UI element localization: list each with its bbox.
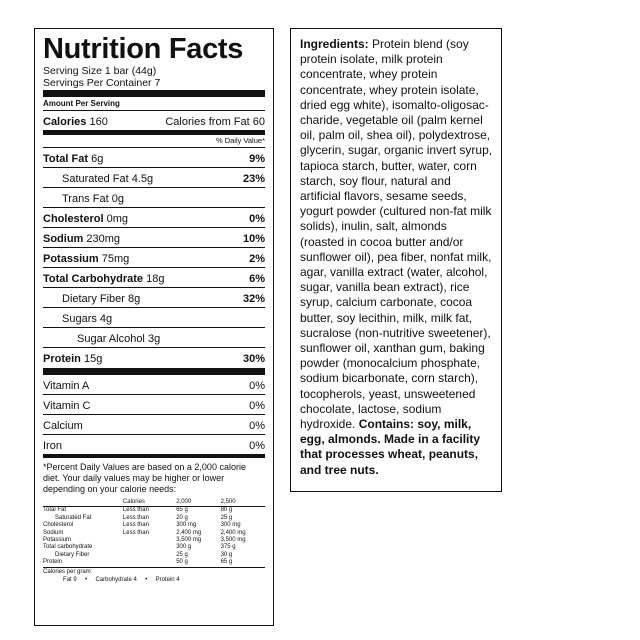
reference-row [43, 544, 265, 551]
calories-from-fat: Calories from Fat 60 [165, 116, 265, 128]
reference-row [43, 552, 265, 559]
nutrient-row-sugars [43, 307, 265, 327]
nutrient-label: Potassium [43, 253, 99, 265]
reference-cell: 25 g [220, 514, 233, 521]
reference-cell [43, 499, 123, 507]
ingredients-text: Protein blend (soy protein isolate, milk protein concentrate, whey protein concentrate, whey protein isolate, dried egg white), isomalto-oligosac-charide, vegetable oil (palm kernel oil, palm oil, shea oil), polydextrose, glycerin, sugar, organic invert syrup, tapioca starch, butter, water, corn starch, soy flour, natural and artificial flavors, sesame seeds, yogurt powder (cultured non-fat milk solids), inulin, salt, almonds (roasted in cocoa butter and/or sunflower oil), pea fiber, nonfat milk, agar, vanilla extract (water, alcohol, sugar, vanilla bean extract), rice syrup, calcium carbonate, cocoa butter, soy lecithin, milk, milk fat, sucralose (non-nutritive sweetener), sunflower oil, xanthan gum, baking powder (monocalcium phosphate, sodium bicarbonate, corn starch), tocopherols, yeast, unsweetened chocolate, lactose, sodium hydroxide. [300, 37, 493, 432]
reference-cell: 3,500 mg [176, 537, 202, 544]
vitamin-row-iron [43, 434, 265, 454]
nutrient-amount: 8g [128, 293, 141, 305]
vitamin-dv: 0% [249, 400, 265, 412]
nutrient-label: Sodium [43, 233, 84, 245]
reference-cell: 2,500 [220, 499, 236, 505]
nutrient-amount: 4.5g [131, 173, 154, 185]
reference-cell [123, 552, 176, 559]
nutrient-dv: 2% [249, 253, 265, 265]
nutrient-amount: 0g [111, 193, 124, 205]
nutrient-row-trans-fat [43, 187, 265, 207]
nutrient-amount: 75mg [101, 253, 130, 265]
reference-row [43, 515, 265, 522]
vitamin-label: Calcium [43, 420, 83, 432]
reference-cell: 2,400 mg [220, 529, 246, 536]
nutrient-label: Total Carbohydrate [43, 273, 144, 285]
vitamin-label: Iron [43, 440, 62, 452]
nutrient-row-sodium [43, 227, 265, 247]
reference-cell: 50 g [176, 559, 188, 566]
nutrient-dv: 9% [249, 153, 265, 165]
reference-cell: 2,000 [176, 499, 192, 505]
reference-cell: 300 g [176, 544, 192, 551]
panel-title: Nutrition Facts [43, 33, 244, 65]
reference-row [43, 507, 265, 515]
reference-cell: Total Fat [43, 507, 67, 514]
serving-size: Serving Size 1 bar (44g) [43, 65, 157, 77]
nutrient-row-protein [43, 347, 265, 367]
nutrient-row-sugar-alcohol [43, 327, 265, 347]
nutrient-dv: 6% [249, 273, 265, 285]
reference-row [43, 530, 265, 537]
nutrient-row-total-carbohydrate [43, 267, 265, 287]
calories-row [43, 110, 265, 130]
divider-thick [43, 90, 265, 97]
nutrient-label: Saturated Fat [62, 173, 129, 185]
reference-cell: Saturated Fat [55, 514, 92, 521]
nutrient-amount: 230mg [86, 233, 121, 245]
reference-cell: Less than [122, 529, 149, 536]
ingredients-paragraph [300, 37, 493, 478]
nutrient-dv: 0% [249, 213, 265, 225]
reference-cell: 300 mg [176, 522, 197, 529]
servings-per-container: Servings Per Container 7 [43, 77, 161, 89]
nutrient-amount: 4g [99, 313, 113, 325]
reference-cell: 80 g [220, 507, 233, 514]
nutrient-amount: 15g [83, 353, 103, 365]
nutrient-label: Dietary Fiber [62, 293, 125, 305]
nutrient-amount: 18g [146, 273, 165, 285]
nutrient-row-total-fat [43, 147, 265, 167]
nutrient-row-potassium [43, 247, 265, 267]
nutrient-row-dietary-fiber [43, 287, 265, 307]
reference-cell: 20 g [176, 514, 188, 521]
ingredients-panel [290, 28, 502, 492]
nutrient-amount: 0mg [106, 213, 128, 225]
reference-cell: 2,400 mg [176, 529, 202, 536]
vitamin-label: Vitamin A [43, 380, 90, 392]
reference-cell [123, 559, 176, 567]
reference-cell: 300 mg [220, 522, 241, 529]
reference-cell: Sodium [43, 529, 64, 536]
reference-cell: 65 g [220, 559, 233, 566]
nutrient-label: Sugars [62, 313, 97, 325]
nutrient-label: Trans Fat [62, 193, 109, 205]
nutrient-row-cholesterol [43, 207, 265, 227]
reference-cell: 375 g [220, 544, 236, 551]
reference-cell: Calories [122, 499, 145, 505]
divider-thick [43, 368, 265, 375]
vitamin-row-c [43, 394, 265, 414]
reference-cell [123, 544, 176, 551]
nutrient-dv: 23% [242, 173, 265, 185]
reference-cell [123, 537, 176, 544]
daily-value-header: % Daily Value* [43, 134, 265, 147]
reference-cell: Protein [43, 559, 63, 566]
calories-label: Calories [43, 116, 87, 128]
reference-cell: 25 g [176, 551, 188, 558]
nutrient-dv: 10% [242, 233, 265, 245]
amount-per-serving: Amount Per Serving [43, 99, 120, 108]
reference-cell: 30 g [220, 551, 233, 558]
allergen-statement: Contains: soy, milk, egg, almonds. Made in a facility that processes wheat, peanuts, and tree nuts. [300, 417, 481, 477]
nutrient-label: Protein [43, 353, 81, 365]
nutrient-amount: 6g [91, 153, 104, 165]
reference-cell: Less than [122, 522, 149, 529]
reference-cell: Less than [122, 507, 149, 514]
vitamin-dv: 0% [249, 420, 265, 432]
reference-cell: Dietary Fiber [55, 551, 90, 558]
nutrient-row-saturated-fat [43, 167, 265, 187]
vitamin-row-a [43, 375, 265, 394]
reference-row [43, 559, 265, 567]
vitamin-dv: 0% [249, 440, 265, 452]
nutrient-label: Sugar Alcohol [77, 333, 145, 345]
reference-row [43, 522, 265, 529]
calories-per-gram-values: Fat 9 • Carbohydrate 4 • Protein 4 [63, 576, 180, 583]
reference-cell: 3,500 mg [220, 537, 246, 544]
reference-table [43, 499, 265, 568]
calories-value: 160 [89, 116, 108, 128]
reference-cell: 65 g [176, 507, 188, 514]
vitamin-row-calcium [43, 414, 265, 434]
reference-cell: Potassium [43, 537, 72, 544]
reference-row [43, 537, 265, 544]
reference-cell: Cholesterol [43, 522, 74, 529]
reference-cell: Total carbohydrate [43, 544, 93, 551]
nutrient-amount: 3g [147, 333, 161, 345]
reference-cell: Less than [122, 514, 149, 521]
vitamin-dv: 0% [249, 380, 265, 392]
daily-value-footnote: *Percent Daily Values are based on a 2,000 calorie diet. Your daily values may be higher or lower depending on your calorie needs: [43, 462, 246, 494]
reference-header-row [43, 499, 265, 507]
nutrient-dv: 30% [242, 353, 265, 365]
nutrient-label: Total Fat [43, 153, 89, 165]
ingredients-label: Ingredients: [300, 37, 369, 51]
nutrient-label: Cholesterol [43, 213, 104, 225]
nutrient-dv: 32% [242, 293, 265, 305]
vitamin-label: Vitamin C [43, 400, 91, 412]
divider-medium [43, 454, 265, 458]
calories-per-gram-label: Calories per gram: [43, 568, 93, 575]
nutrition-facts-panel [34, 28, 274, 626]
